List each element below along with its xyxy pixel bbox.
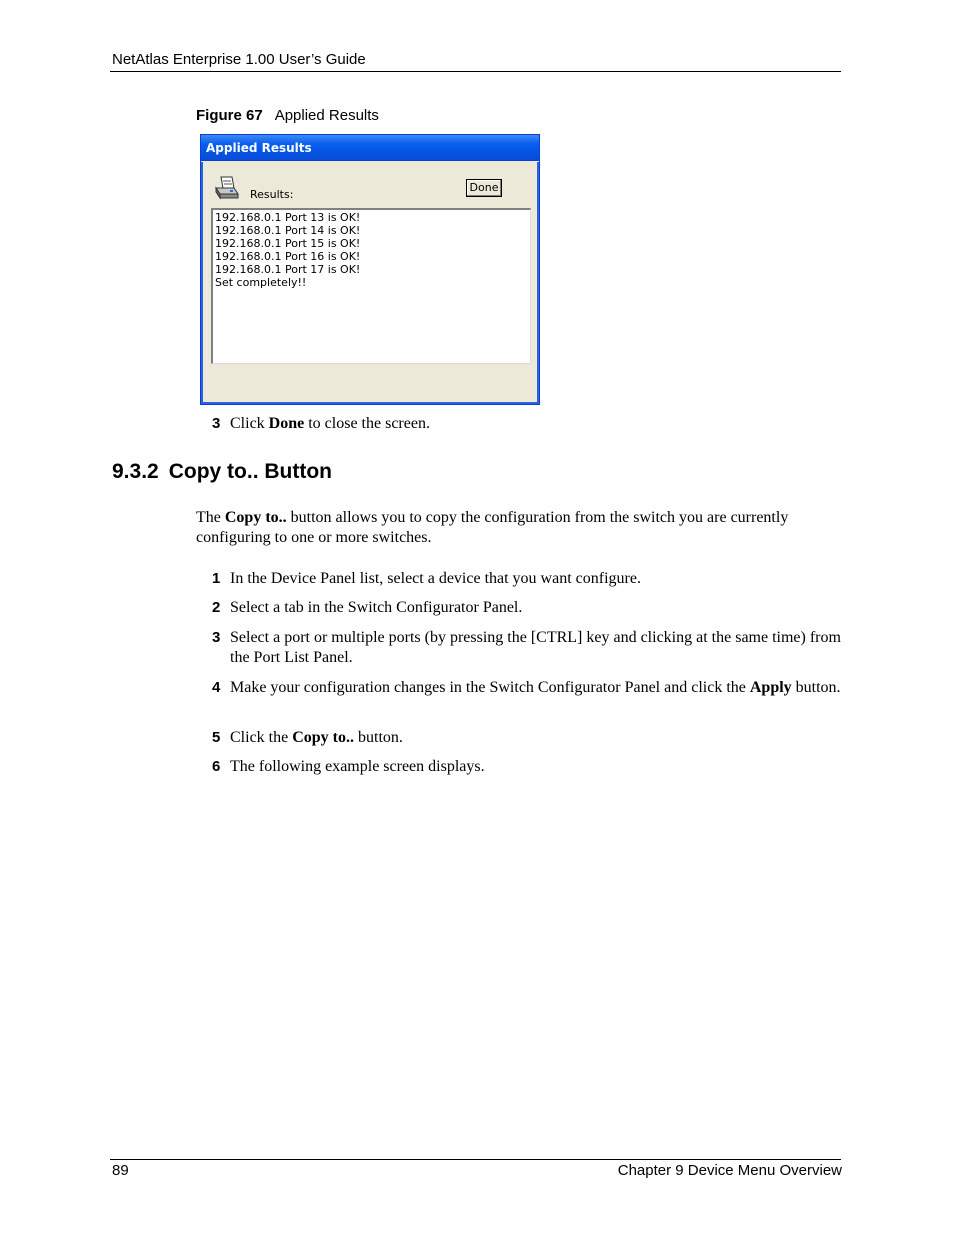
step-number: 4 xyxy=(212,679,221,696)
applied-results-dialog xyxy=(200,134,540,405)
step-number: 6 xyxy=(212,758,221,775)
page-number: 89 xyxy=(112,1162,129,1179)
step-3-click-done: 3 Click Done to close the screen. xyxy=(212,415,430,432)
step-item: 6 The following example screen displays. xyxy=(212,758,485,775)
result-line: 192.168.0.1 Port 13 is OK! xyxy=(215,211,361,224)
footer-rule xyxy=(110,1159,841,1160)
figure-title: Applied Results xyxy=(274,107,379,124)
result-line: 192.168.0.1 Port 15 is OK! xyxy=(215,237,361,250)
header-rule xyxy=(110,71,841,72)
done-button[interactable]: Done xyxy=(466,179,502,197)
intro-paragraph: The Copy to.. button allows you to copy the configuration from the switch you are currently configuring to one or more switches. xyxy=(196,509,789,546)
figure-caption xyxy=(196,107,379,124)
printer-icon xyxy=(212,174,240,200)
step-number: 3 xyxy=(212,415,221,432)
step-item: 1 In the Device Panel list, select a device that you want configure. xyxy=(212,570,641,587)
result-line: 192.168.0.1 Port 14 is OK! xyxy=(215,224,361,237)
footer-chapter: Chapter 9 Device Menu Overview xyxy=(617,1162,842,1179)
results-textarea[interactable] xyxy=(211,208,531,364)
step-item: 5 Click the Copy to.. button. xyxy=(212,729,403,746)
step-number: 5 xyxy=(212,729,221,746)
running-header: NetAtlas Enterprise 1.00 User’s Guide xyxy=(112,51,366,68)
dialog-body xyxy=(201,162,539,404)
step-number: 1 xyxy=(212,570,221,587)
step-item: 3 Select a port or multiple ports (by pressing the [CTRL] key and clicking at the same time) from the Port List Panel. xyxy=(212,629,841,666)
section-number: 9.3.2 xyxy=(112,460,159,483)
dialog-titlebar[interactable]: Applied Results xyxy=(201,135,539,161)
step-item: 2 Select a tab in the Switch Configurator Panel. xyxy=(212,599,523,616)
section-heading xyxy=(112,460,332,484)
step-number: 3 xyxy=(212,629,221,646)
figure-label: Figure 67 xyxy=(196,107,263,124)
results-label: Results: xyxy=(250,188,294,201)
result-line: 192.168.0.1 Port 16 is OK! xyxy=(215,250,361,263)
step-item: 4 Make your configuration changes in the Switch Configurator Panel and click the Apply button. xyxy=(212,679,841,696)
result-line: 192.168.0.1 Port 17 is OK! xyxy=(215,263,361,276)
result-line: Set completely!! xyxy=(215,276,307,289)
section-title: Copy to.. Button xyxy=(168,460,333,483)
step-number: 2 xyxy=(212,599,221,616)
